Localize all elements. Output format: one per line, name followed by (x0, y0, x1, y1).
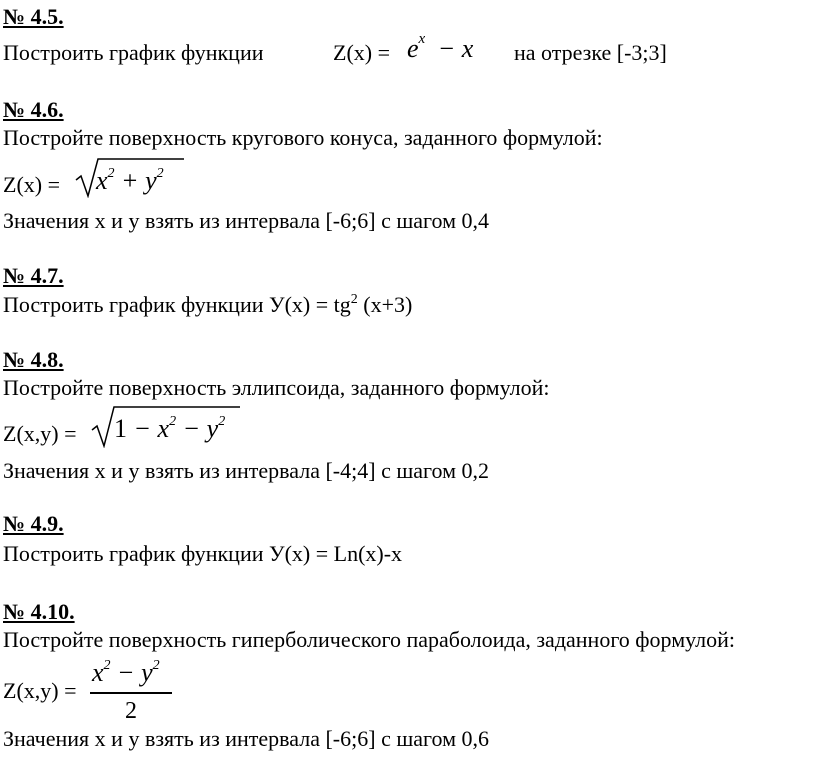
fraction-denominator: 2 (125, 698, 137, 724)
power-2: 2 (156, 166, 164, 181)
power-2: 2 (169, 414, 177, 429)
formula-lhs: Z(x) = (333, 40, 390, 65)
formula-4-6-lhs: Z(x) = (3, 172, 60, 197)
fraction-bar (90, 692, 172, 694)
task-4-7 (3, 292, 412, 322)
var-x: x (92, 658, 104, 687)
formula-4-8-lhs: Z(x,y) = (3, 421, 77, 446)
formula-4-10-lhs: Z(x,y) = (3, 678, 77, 703)
power-2: 2 (107, 166, 115, 181)
var-x: x (96, 166, 108, 195)
task-4-10-text: Постройте поверхность гиперболического параболоида, заданного формулой: (3, 627, 736, 652)
power-2: 2 (103, 658, 111, 673)
values-4-8: Значения х и у взять из интервала [-4;4] с шагом 0,2 (3, 458, 490, 483)
power-2: 2 (152, 658, 160, 673)
task-4-9: Построить график функции У(х) = Ln(x)-x (3, 541, 403, 566)
task-4-6-text: Постройте поверхность кругового конуса, заданного формулой: (3, 125, 603, 150)
formula-4-5 (333, 40, 390, 66)
task-4-8-text: Постройте поверхность эллипсоида, заданного формулой: (3, 375, 550, 400)
task-text: Построить график функции У(х) = tg (3, 292, 351, 317)
task-text: Построить график функции (3, 40, 264, 65)
minus-x: − x (437, 34, 474, 63)
heading-4-6: № 4.6. (3, 97, 64, 122)
heading-4-7: № 4.7. (3, 263, 64, 288)
range-4-5: на отрезке [-3;3] (514, 40, 667, 65)
var-x: − x (133, 414, 170, 443)
heading-4-9: № 4.9. (3, 511, 64, 536)
formula-4-5-rhs (407, 31, 474, 66)
fraction-numerator (92, 660, 160, 691)
argument: (х+3) (357, 292, 413, 317)
power-2: 2 (218, 414, 226, 429)
var-y: + y (121, 166, 157, 195)
var-y: − y (117, 658, 153, 687)
exponent: x (418, 31, 426, 47)
formula-4-8-radicand (114, 416, 225, 447)
base-e: e (407, 34, 419, 63)
constant-one: 1 (114, 414, 127, 443)
power-2: 2 (350, 292, 358, 307)
task-4-5-text (3, 40, 264, 66)
heading-4-5: № 4.5. (3, 4, 64, 29)
formula-4-6-radicand (96, 168, 164, 199)
var-y: − y (182, 414, 219, 443)
heading-4-10: № 4.10. (3, 599, 75, 624)
heading-4-8: № 4.8. (3, 347, 64, 372)
values-4-6: Значения х и у взять из интервала [-6;6] с шагом 0,4 (3, 208, 490, 233)
values-4-10: Значения х и у взять из интервала [-6;6] с шагом 0,6 (3, 726, 490, 751)
